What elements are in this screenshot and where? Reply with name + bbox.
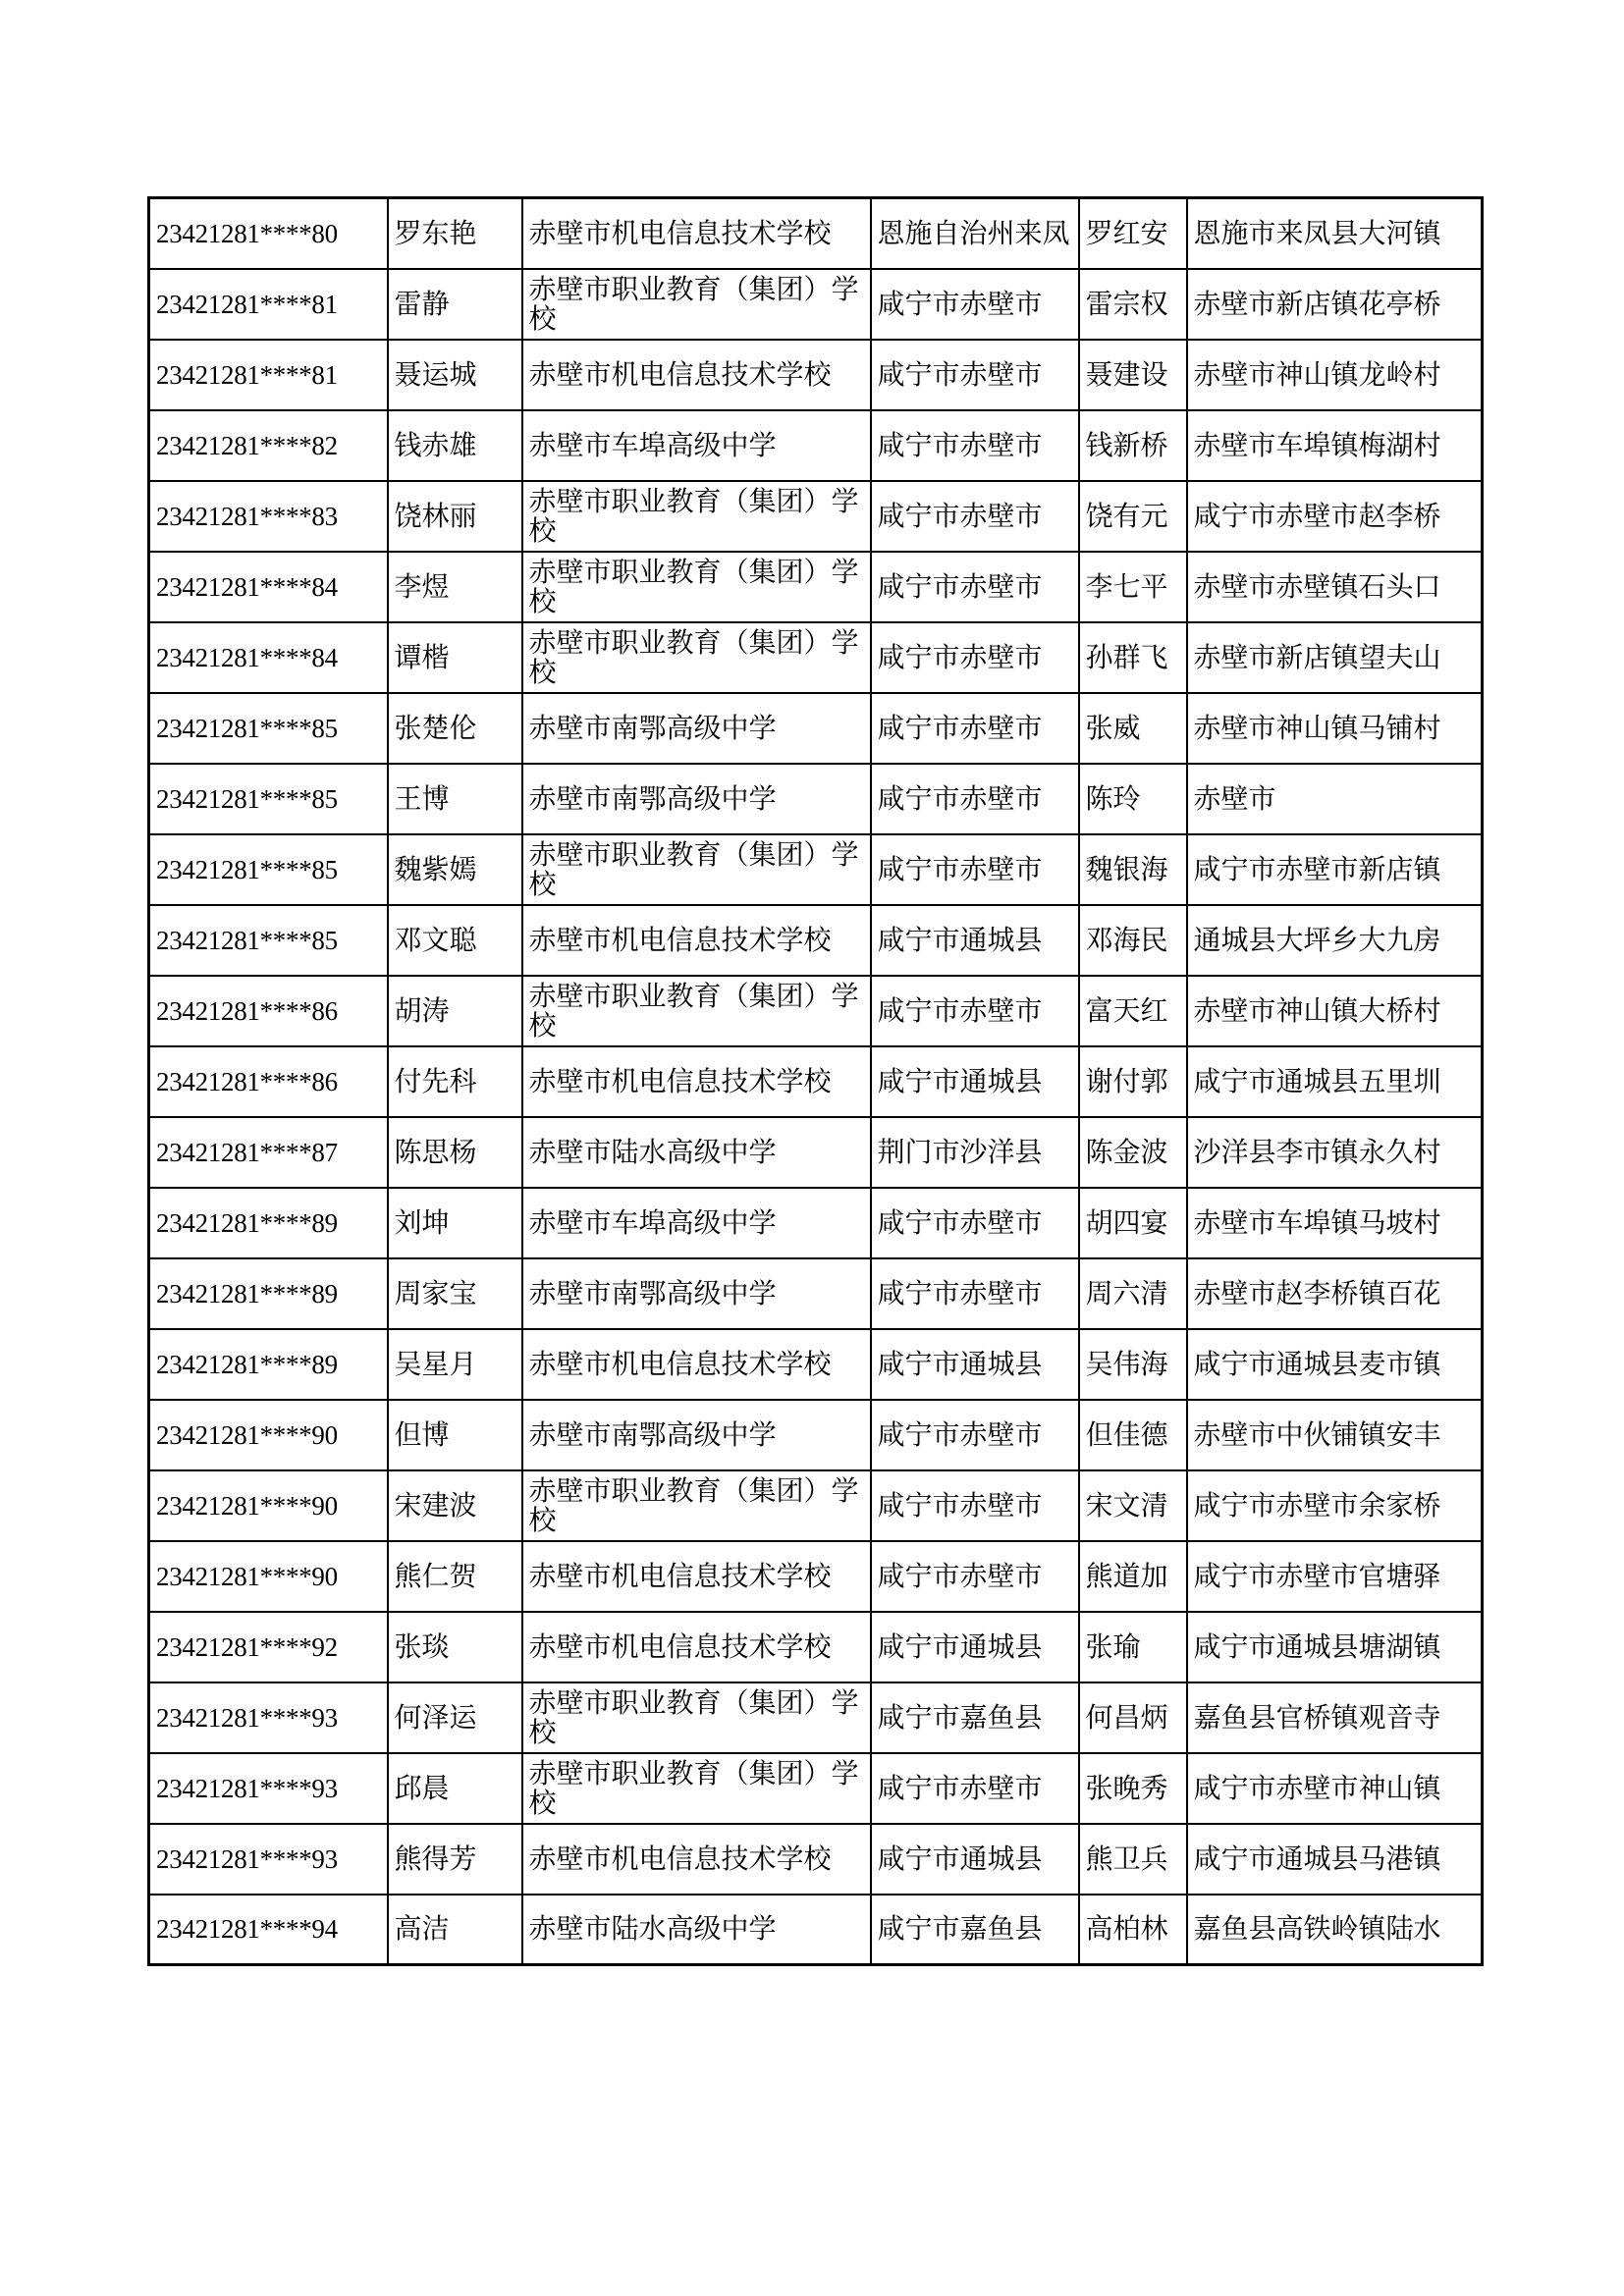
school-cell: 赤壁市职业教育（集团）学校	[522, 1682, 871, 1753]
region-cell: 咸宁市赤壁市	[871, 481, 1079, 552]
student-id-cell: 23421281****83	[149, 481, 388, 552]
guardian-name-cell: 聂建设	[1079, 340, 1187, 410]
student-name-cell: 李煜	[388, 552, 522, 622]
address-cell: 赤壁市赵李桥镇百花	[1187, 1258, 1483, 1329]
address-cell: 咸宁市赤壁市神山镇	[1187, 1753, 1483, 1824]
address-cell: 赤壁市神山镇龙岭村	[1187, 340, 1483, 410]
region-cell: 咸宁市通城县	[871, 1612, 1079, 1682]
school-cell: 赤壁市机电信息技术学校	[522, 340, 871, 410]
student-id-cell: 23421281****94	[149, 1895, 388, 1965]
region-cell: 咸宁市赤壁市	[871, 1188, 1079, 1258]
address-cell: 沙洋县李市镇永久村	[1187, 1117, 1483, 1188]
student-id-cell: 23421281****85	[149, 764, 388, 834]
table-row	[149, 834, 1483, 905]
guardian-name-cell: 周六清	[1079, 1258, 1187, 1329]
guardian-name-cell: 邓海民	[1079, 905, 1187, 976]
student-name-cell: 邱晨	[388, 1753, 522, 1824]
school-cell: 赤壁市职业教育（集团）学校	[522, 976, 871, 1046]
region-cell: 咸宁市赤壁市	[871, 764, 1079, 834]
school-cell: 赤壁市机电信息技术学校	[522, 1612, 871, 1682]
table-row	[149, 1753, 1483, 1824]
table-row	[149, 693, 1483, 764]
table-row	[149, 1612, 1483, 1682]
table-row	[149, 1400, 1483, 1470]
student-id-cell: 23421281****84	[149, 552, 388, 622]
student-name-cell: 邓文聪	[388, 905, 522, 976]
school-cell: 赤壁市职业教育（集团）学校	[522, 481, 871, 552]
student-name-cell: 胡涛	[388, 976, 522, 1046]
address-cell: 咸宁市通城县塘湖镇	[1187, 1612, 1483, 1682]
table-row	[149, 1329, 1483, 1400]
region-cell: 咸宁市嘉鱼县	[871, 1895, 1079, 1965]
guardian-name-cell: 张瑜	[1079, 1612, 1187, 1682]
student-id-cell: 23421281****81	[149, 269, 388, 340]
student-id-cell: 23421281****90	[149, 1400, 388, 1470]
address-cell: 赤壁市新店镇望夫山	[1187, 622, 1483, 693]
student-id-cell: 23421281****85	[149, 834, 388, 905]
address-cell: 咸宁市赤壁市新店镇	[1187, 834, 1483, 905]
region-cell: 咸宁市通城县	[871, 1329, 1079, 1400]
address-cell: 嘉鱼县官桥镇观音寺	[1187, 1682, 1483, 1753]
table-row	[149, 622, 1483, 693]
student-name-cell: 聂运城	[388, 340, 522, 410]
student-id-cell: 23421281****84	[149, 622, 388, 693]
region-cell: 咸宁市赤壁市	[871, 1400, 1079, 1470]
student-id-cell: 23421281****89	[149, 1329, 388, 1400]
student-name-cell: 付先科	[388, 1046, 522, 1117]
school-cell: 赤壁市职业教育（集团）学校	[522, 834, 871, 905]
student-id-cell: 23421281****86	[149, 1046, 388, 1117]
school-cell: 赤壁市车埠高级中学	[522, 1188, 871, 1258]
guardian-name-cell: 胡四宴	[1079, 1188, 1187, 1258]
school-cell: 赤壁市南鄂高级中学	[522, 693, 871, 764]
student-name-cell: 熊得芳	[388, 1824, 522, 1895]
school-cell: 赤壁市南鄂高级中学	[522, 1258, 871, 1329]
school-cell: 赤壁市陆水高级中学	[522, 1117, 871, 1188]
address-cell: 赤壁市神山镇马铺村	[1187, 693, 1483, 764]
region-cell: 咸宁市通城县	[871, 905, 1079, 976]
guardian-name-cell: 张威	[1079, 693, 1187, 764]
region-cell: 咸宁市嘉鱼县	[871, 1682, 1079, 1753]
region-cell: 咸宁市赤壁市	[871, 340, 1079, 410]
region-cell: 咸宁市赤壁市	[871, 1258, 1079, 1329]
student-name-cell: 魏紫嫣	[388, 834, 522, 905]
guardian-name-cell: 何昌炳	[1079, 1682, 1187, 1753]
school-cell: 赤壁市机电信息技术学校	[522, 198, 871, 269]
school-cell: 赤壁市职业教育（集团）学校	[522, 1753, 871, 1824]
student-name-cell: 但博	[388, 1400, 522, 1470]
table-row	[149, 1117, 1483, 1188]
student-name-cell: 熊仁贺	[388, 1541, 522, 1612]
student-name-cell: 谭楷	[388, 622, 522, 693]
student-id-cell: 23421281****89	[149, 1188, 388, 1258]
region-cell: 咸宁市赤壁市	[871, 269, 1079, 340]
student-roster-table	[147, 196, 1484, 1966]
guardian-name-cell: 吴伟海	[1079, 1329, 1187, 1400]
region-cell: 咸宁市通城县	[871, 1824, 1079, 1895]
school-cell: 赤壁市职业教育（集团）学校	[522, 269, 871, 340]
address-cell: 咸宁市赤壁市官塘驿	[1187, 1541, 1483, 1612]
guardian-name-cell: 钱新桥	[1079, 410, 1187, 481]
table-row	[149, 905, 1483, 976]
student-name-cell: 陈思杨	[388, 1117, 522, 1188]
student-name-cell: 刘坤	[388, 1188, 522, 1258]
table-row	[149, 340, 1483, 410]
student-name-cell: 高洁	[388, 1895, 522, 1965]
address-cell: 赤壁市赤壁镇石头口	[1187, 552, 1483, 622]
school-cell: 赤壁市职业教育（集团）学校	[522, 622, 871, 693]
student-name-cell: 钱赤雄	[388, 410, 522, 481]
student-id-cell: 23421281****89	[149, 1258, 388, 1329]
region-cell: 咸宁市通城县	[871, 1046, 1079, 1117]
address-cell: 赤壁市车埠镇梅湖村	[1187, 410, 1483, 481]
school-cell: 赤壁市车埠高级中学	[522, 410, 871, 481]
table-row	[149, 1258, 1483, 1329]
student-id-cell: 23421281****93	[149, 1682, 388, 1753]
guardian-name-cell: 李七平	[1079, 552, 1187, 622]
school-cell: 赤壁市南鄂高级中学	[522, 1400, 871, 1470]
student-name-cell: 饶林丽	[388, 481, 522, 552]
table-row	[149, 1682, 1483, 1753]
table-row	[149, 1895, 1483, 1965]
table-row	[149, 269, 1483, 340]
table-row	[149, 1188, 1483, 1258]
table-row	[149, 410, 1483, 481]
region-cell: 咸宁市赤壁市	[871, 1470, 1079, 1541]
student-name-cell: 张琰	[388, 1612, 522, 1682]
guardian-name-cell: 陈金波	[1079, 1117, 1187, 1188]
guardian-name-cell: 谢付郭	[1079, 1046, 1187, 1117]
student-id-cell: 23421281****86	[149, 976, 388, 1046]
table-row	[149, 552, 1483, 622]
region-cell: 咸宁市赤壁市	[871, 976, 1079, 1046]
roster-body	[149, 198, 1483, 1965]
student-name-cell: 何泽运	[388, 1682, 522, 1753]
region-cell: 咸宁市赤壁市	[871, 693, 1079, 764]
address-cell: 咸宁市赤壁市余家桥	[1187, 1470, 1483, 1541]
region-cell: 咸宁市赤壁市	[871, 410, 1079, 481]
student-name-cell: 张楚伦	[388, 693, 522, 764]
student-id-cell: 23421281****90	[149, 1470, 388, 1541]
student-id-cell: 23421281****87	[149, 1117, 388, 1188]
guardian-name-cell: 宋文清	[1079, 1470, 1187, 1541]
guardian-name-cell: 罗红安	[1079, 198, 1187, 269]
student-id-cell: 23421281****93	[149, 1753, 388, 1824]
school-cell: 赤壁市机电信息技术学校	[522, 1541, 871, 1612]
table-row	[149, 1046, 1483, 1117]
address-cell: 赤壁市神山镇大桥村	[1187, 976, 1483, 1046]
school-cell: 赤壁市职业教育（集团）学校	[522, 552, 871, 622]
school-cell: 赤壁市南鄂高级中学	[522, 764, 871, 834]
school-cell: 赤壁市陆水高级中学	[522, 1895, 871, 1965]
student-name-cell: 雷静	[388, 269, 522, 340]
student-id-cell: 23421281****81	[149, 340, 388, 410]
student-name-cell: 吴星月	[388, 1329, 522, 1400]
region-cell: 咸宁市赤壁市	[871, 622, 1079, 693]
guardian-name-cell: 但佳德	[1079, 1400, 1187, 1470]
address-cell: 赤壁市新店镇花亭桥	[1187, 269, 1483, 340]
table-row	[149, 1541, 1483, 1612]
address-cell: 通城县大坪乡大九房	[1187, 905, 1483, 976]
address-cell: 咸宁市赤壁市赵李桥	[1187, 481, 1483, 552]
student-id-cell: 23421281****82	[149, 410, 388, 481]
guardian-name-cell: 熊卫兵	[1079, 1824, 1187, 1895]
address-cell: 咸宁市通城县麦市镇	[1187, 1329, 1483, 1400]
table-row	[149, 764, 1483, 834]
student-id-cell: 23421281****85	[149, 693, 388, 764]
address-cell: 赤壁市车埠镇马坡村	[1187, 1188, 1483, 1258]
guardian-name-cell: 雷宗权	[1079, 269, 1187, 340]
table-row	[149, 976, 1483, 1046]
region-cell: 咸宁市赤壁市	[871, 834, 1079, 905]
student-name-cell: 宋建波	[388, 1470, 522, 1541]
student-name-cell: 罗东艳	[388, 198, 522, 269]
school-cell: 赤壁市职业教育（集团）学校	[522, 1470, 871, 1541]
student-id-cell: 23421281****90	[149, 1541, 388, 1612]
guardian-name-cell: 魏银海	[1079, 834, 1187, 905]
address-cell: 恩施市来凤县大河镇	[1187, 198, 1483, 269]
guardian-name-cell: 陈玲	[1079, 764, 1187, 834]
address-cell: 咸宁市通城县马港镇	[1187, 1824, 1483, 1895]
school-cell: 赤壁市机电信息技术学校	[522, 1824, 871, 1895]
region-cell: 咸宁市赤壁市	[871, 1753, 1079, 1824]
student-id-cell: 23421281****93	[149, 1824, 388, 1895]
student-id-cell: 23421281****92	[149, 1612, 388, 1682]
guardian-name-cell: 高柏林	[1079, 1895, 1187, 1965]
student-id-cell: 23421281****80	[149, 198, 388, 269]
student-id-cell: 23421281****85	[149, 905, 388, 976]
guardian-name-cell: 富天红	[1079, 976, 1187, 1046]
school-cell: 赤壁市机电信息技术学校	[522, 1329, 871, 1400]
guardian-name-cell: 熊道加	[1079, 1541, 1187, 1612]
region-cell: 恩施自治州来凤	[871, 198, 1079, 269]
guardian-name-cell: 孙群飞	[1079, 622, 1187, 693]
table-row	[149, 198, 1483, 269]
address-cell: 咸宁市通城县五里圳	[1187, 1046, 1483, 1117]
school-cell: 赤壁市机电信息技术学校	[522, 905, 871, 976]
region-cell: 咸宁市赤壁市	[871, 552, 1079, 622]
student-name-cell: 王博	[388, 764, 522, 834]
address-cell: 赤壁市	[1187, 764, 1483, 834]
address-cell: 赤壁市中伙铺镇安丰	[1187, 1400, 1483, 1470]
student-name-cell: 周家宝	[388, 1258, 522, 1329]
region-cell: 荆门市沙洋县	[871, 1117, 1079, 1188]
table-row	[149, 1470, 1483, 1541]
region-cell: 咸宁市赤壁市	[871, 1541, 1079, 1612]
guardian-name-cell: 饶有元	[1079, 481, 1187, 552]
address-cell: 嘉鱼县高铁岭镇陆水	[1187, 1895, 1483, 1965]
guardian-name-cell: 张晚秀	[1079, 1753, 1187, 1824]
school-cell: 赤壁市机电信息技术学校	[522, 1046, 871, 1117]
table-row	[149, 481, 1483, 552]
table-row	[149, 1824, 1483, 1895]
